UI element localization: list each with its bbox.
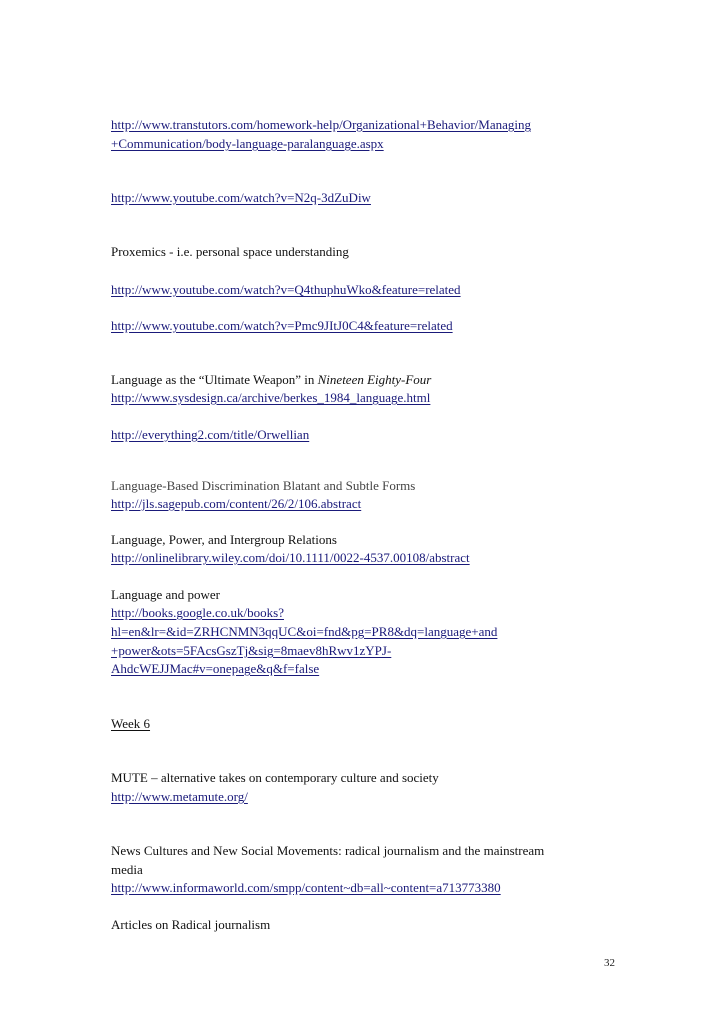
metamute-link[interactable]: http://www.metamute.org/ <box>111 789 248 804</box>
google-books-link-line-3[interactable]: +power&ots=5FAcsGszTj&sig=8maev8hRwv1zYPJ- <box>111 643 392 658</box>
everything2-link[interactable]: http://everything2.com/title/Orwellian <box>111 427 310 442</box>
discrimination-title: Language-Based Discrimination Blatant and Subtle Forms <box>111 478 416 493</box>
youtube-link-1[interactable]: http://www.youtube.com/watch?v=N2q-3dZuDiw <box>111 190 371 205</box>
youtube-link-3[interactable]: http://www.youtube.com/watch?v=Pmc9JItJ0C4&feature=related <box>111 318 453 333</box>
youtube-link-2[interactable]: http://www.youtube.com/watch?v=Q4thuphuWko&feature=related <box>111 282 461 297</box>
google-books-link-line-2[interactable]: hl=en&lr=&id=ZRHCNMN3qqUC&oi=fnd&pg=PR8&dq=language+and <box>111 624 498 639</box>
ultimate-weapon-title <box>111 372 431 388</box>
book-title: Nineteen Eighty-Four <box>317 372 432 387</box>
google-books-link-line-4[interactable]: AhdcWEJJMac#v=onepage&q&f=false <box>111 661 320 676</box>
intergroup-title: Language, Power, and Intergroup Relations <box>111 532 337 547</box>
radical-articles-title: Articles on Radical journalism <box>111 917 271 932</box>
transtutors-link-line-2[interactable]: +Communication/body-language-paralanguage.aspx <box>111 136 384 151</box>
news-cultures-title-line-2: media <box>111 862 143 877</box>
page-number: 32 <box>604 957 615 969</box>
ultimate-weapon-title-prefix: Language as the “Ultimate Weapon” in <box>111 372 318 387</box>
mute-title: MUTE – alternative takes on contemporary culture and society <box>111 770 439 785</box>
week-heading: Week 6 <box>111 716 151 731</box>
transtutors-link-line-1[interactable]: http://www.transtutors.com/homework-help/Organizational+Behavior/Managing <box>111 117 531 132</box>
sagepub-link[interactable]: http://jls.sagepub.com/content/26/2/106.abstract <box>111 496 362 511</box>
sysdesign-link[interactable]: http://www.sysdesign.ca/archive/berkes_1984_language.html <box>111 390 431 405</box>
proxemics-title: Proxemics - i.e. personal space understanding <box>111 244 349 259</box>
news-cultures-title-line-1: News Cultures and New Social Movements: radical journalism and the mainstream <box>111 843 545 858</box>
language-power-title: Language and power <box>111 587 221 602</box>
informaworld-link[interactable]: http://www.informaworld.com/smpp/content~db=all~content=a713773380 <box>111 880 501 895</box>
wiley-link[interactable]: http://onlinelibrary.wiley.com/doi/10.1111/0022-4537.00108/abstract <box>111 550 470 565</box>
google-books-link-line-1[interactable]: http://books.google.co.uk/books? <box>111 605 284 620</box>
